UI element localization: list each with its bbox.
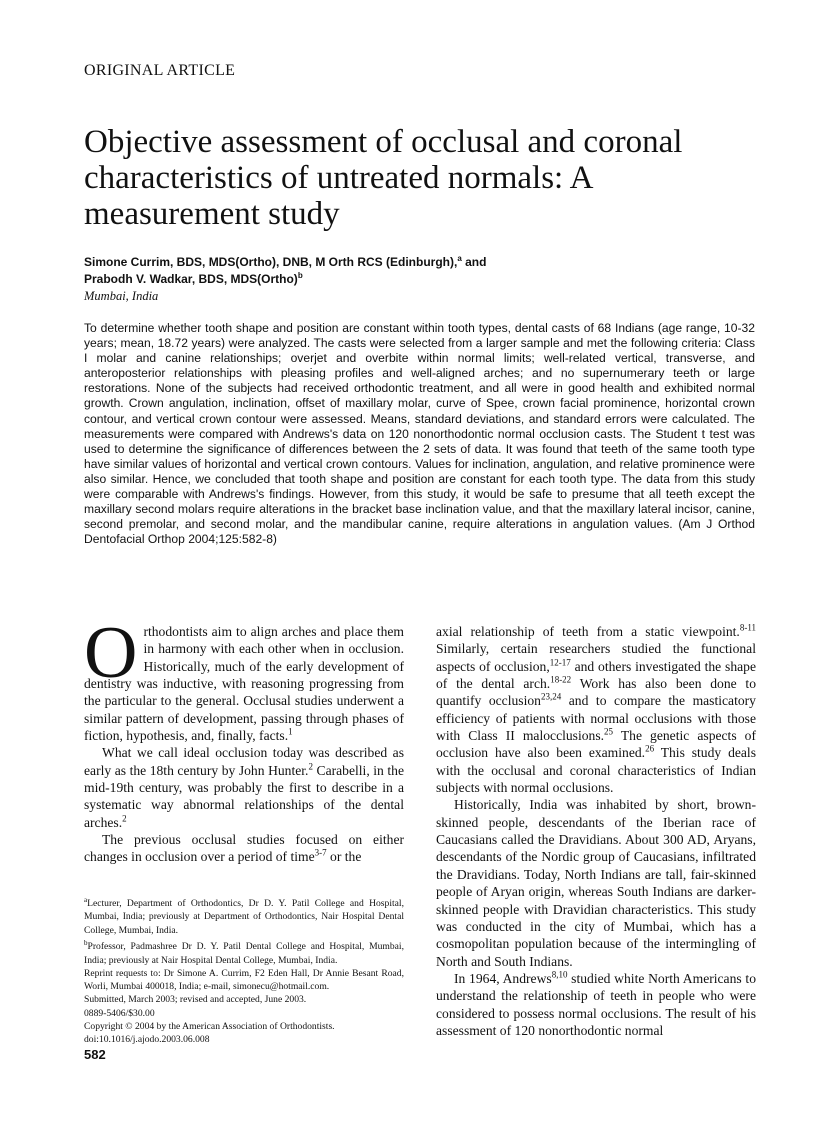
authors bbox=[84, 254, 486, 288]
paragraph: Historically, India was inhabited by short, brown-skinned people, descendants of the Iberian race of Caucasians called the Dravidians. About 300 AD, Aryans, descendants of the Nordic group of Caucasians, infiltrated the Dravidians. Today, North Indians are tall, fair-skinned people of Aryan origin, whereas South Indians are darker-skinned people with Dravidian characteristics. This study was conducted in the city of Mumbai, which has a cosmopolitan population because of the intermingling of North and South Indians. bbox=[436, 797, 756, 969]
author-1: Simone Currim, BDS, MDS(Ortho), DNB, M Orth RCS (Edinburgh),$^a$ and bbox=[84, 254, 487, 269]
article-title: Objective assessment of occlusal and coronal characteristics of untreated normals: A measurement study bbox=[84, 124, 683, 232]
citation-ref: 25 bbox=[604, 726, 614, 737]
citation-ref: 1 bbox=[288, 726, 293, 737]
footnote: 0889-5406/$30.00 bbox=[84, 1007, 155, 1019]
citation-ref: a bbox=[84, 896, 88, 904]
abstract: To determine whether tooth shape and position are constant within tooth types, dental casts of 68 Indians (age range, 10-32 years; mean, 18.72 years) were analyzed. The casts were selected from a larger sample and met the following criteria: Class I molar and canine relationships; overjet and overbite within normal limits; well-related vertical, transverse, and anteroposterior relationships with pleasing profiles and well-aligned arches; and no supernumerary teeth or large restorations. None of the subjects had received orthodontic treatment, and all were in good health and exhibited normal growth. Crown angulation, inclination, offset of maxillary molar, curve of Spee, crown facial prominence, horizontal crown contour, and vertical crown contour were assessed. Means, standard deviations, and standard errors were calculated. The measurements were compared with Andrews's data on 120 nonorthodontic normal occlusion casts. The Student t test was used to determine the significance of differences between the 2 sets of data. It was found that teeth of the same tooth type have similar values of horizontal and vertical crown contours. Values for inclination, angulation, and relative prominence were also similar. Hence, we concluded that tooth shape and position are constant for each tooth type. The data from this study were comparable with Andrews's findings. However, from this study, it would be safe to presume that all teeth except the maxillary second molars require alterations in the bracket base inclination value, and that the maxillary lateral incisor, canine, second premolar, and second molar, and the mandibular canine, require alterations in angulation values. (Am J Orthod Dentofacial Orthop 2004;125:582-8) bbox=[84, 321, 755, 547]
footnote: Copyright © 2004 by the American Association of Orthodontists. bbox=[84, 1021, 335, 1033]
citation-ref: 12-17 bbox=[549, 657, 571, 668]
footnotes bbox=[84, 894, 404, 1047]
affiliation: Mumbai, India bbox=[84, 289, 159, 303]
footnote: Reprint requests to: Dr Simone A. Currim, F2 Eden Hall, Dr Annie Besant Road, Worli, Mumbai 400018, India; e-mail, simonecu@hotmail.com. bbox=[84, 967, 404, 993]
paragraph: Orthodontists aim to align arches and place them in harmony with each other when in occlusion. Historically, much of the early development of dentistry was inductive, with reasoning progressing from the particular to the general. Occlusal studies underwent a similar pattern of development, passing through phases of fiction, hypothesis, and, finally, facts.$^1$ bbox=[84, 612, 404, 744]
footnote: doi:10.1016/j.ajodo.2003.06.008 bbox=[84, 1034, 210, 1046]
citation-ref: 26 bbox=[645, 743, 655, 754]
paragraph: What we call ideal occlusion today was described as early as the 18th century by John Hunter.$^2$ Carabelli, in the mid-19th century, was probably the first to describe in a systematic way abnormal relationships of the dental arches.$^2$ bbox=[84, 745, 404, 830]
footnote: $^a$Lecturer, Department of Orthodontics, Dr D. Y. Patil College and Hospital, Mumbai, India; previously at Department of Orthodontics, Nair Hospital Dental College, Mumbai, India. bbox=[84, 896, 404, 936]
page-number: 582 bbox=[84, 1047, 106, 1062]
citation-ref: 8,10 bbox=[551, 969, 568, 980]
paragraph: In 1964, Andrews$^{8,10}$ studied white North Americans to understand the relationship of teeth in people who were considered to possess normal occlusions. The result of his assessment of 120 nonorthodontic normal bbox=[436, 969, 756, 1038]
paragraph: axial relationship of teeth from a static viewpoint.$^{8-11}$ Similarly, certain researchers studied the functional aspects of occlusion,$^{12-17}$ and others investigated the shape of the dental arch.$^{18-22}$ Work has also been done to quantify occlusion$^{23,24}$ and to compare the masticatory efficiency of patients with normal occlusions with those with Class II malocclusions.$^{25}$ The genetic aspects of occlusion have also been examined.$^{26}$ This study deals with the occlusal and coronal characteristics of Indian subjects with normal occlusions. bbox=[436, 622, 757, 796]
citation-ref: 18-22 bbox=[550, 674, 572, 685]
citation-ref: 8-11 bbox=[739, 622, 756, 633]
citation-ref: b bbox=[84, 939, 88, 948]
author-2: Prabodh V. Wadkar, BDS, MDS(Ortho)$^b$ bbox=[84, 271, 303, 286]
section-label: ORIGINAL ARTICLE bbox=[84, 62, 236, 79]
footnote: $^b$Professor, Padmashree Dr D. Y. Patil Dental College and Hospital, Mumbai, India; previously at Nair Hospital Dental College, Mumbai, India. bbox=[84, 939, 404, 966]
paragraph: The previous occlusal studies focused on either changes in occlusion over a period of time$^{3-7}$ or the bbox=[84, 832, 404, 865]
drop-cap: O bbox=[84, 612, 138, 694]
citation-ref: 3-7 bbox=[314, 847, 327, 858]
citation-ref: 2 bbox=[308, 761, 313, 772]
citation-ref: 23,24 bbox=[540, 691, 562, 702]
body-right-column bbox=[436, 623, 756, 1039]
body-left-column bbox=[84, 612, 404, 866]
citation-ref: 2 bbox=[122, 813, 127, 824]
footnote: Submitted, March 2003; revised and accepted, June 2003. bbox=[84, 994, 307, 1006]
